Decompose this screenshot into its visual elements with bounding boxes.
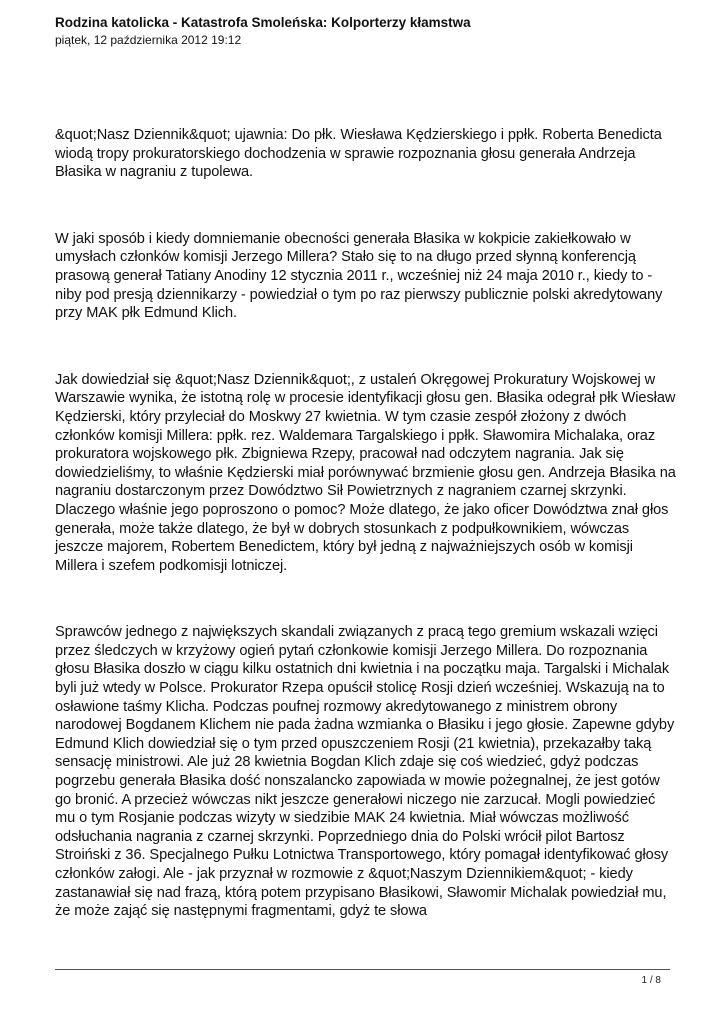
document-header: [55, 14, 675, 48]
paragraph-2: W jaki sposób i kiedy domniemanie obecności generała Błasika w kokpicie zakiełkowało w umysłach członków komisji Jerzego Millera? Stało się to na długo przed słynną konferencją prasową generał Tatiany Anodiny 12 stycznia 2011 r., wcześniej niż 24 maja 2010 r., kiedy to - niby pod presją dziennikarzy - powiedział o tym po raz pierwszy publicznie polski akredytowany przy MAK płk Edmund Klich.: [55, 230, 663, 322]
document-title: Rodzina katolicka - Katastrofa Smoleńska: Kolporterzy kłamstwa: [55, 15, 471, 30]
paragraph-3: Jak dowiedział się &quot;Nasz Dziennik&quot;, z ustaleń Okręgowej Prokuratury Wojskowej w Warszawie wynika, że istotną rolę w procesie identyfikacji głosu gen. Błasika odegrał płk Wiesław Kędzierski, który przyleciał do Moskwy 27 kwietnia. W tym czasie zespół złożony z dwóch członków komisji Millera: ppłk. rez. Waldemara Targalskiego i ppłk. Sławomira Michalaka, oraz prokuratora wojskowego płk. Zbigniewa Rzepy, pracował nad odczytem nagrania. Jak się dowiedzieliśmy, to właśnie Kędzierski miał porównywać brzmienie głosu gen. Andrzeja Błasika na nagraniu dostarczonym przez Dowództwo Sił Powietrznych z nagraniem czarnej skrzynki. Dlaczego właśnie jego poproszono o pomoc? Może dlatego, że jako oficer Dowództwa znał głos generała, może także dlatego, że był w dobrych stosunkach z podpułkownikiem, wówczas jeszcze majorem, Robertem Benedictem, który był jedną z najważniejszych osób w komisji Millera i szefem podkomisji lotniczej.: [55, 371, 676, 574]
document-date: piątek, 12 października 2012 19:12: [55, 33, 242, 47]
paragraph-1: &quot;Nasz Dziennik&quot; ujawnia: Do płk. Wiesława Kędzierskiego i ppłk. Roberta Benedicta wiodą tropy prokuratorskiego dochodzenia w sprawie rozpoznania głosu generała Andrzeja Błasika w nagraniu z tupolewa.: [55, 127, 662, 181]
article-body: [55, 126, 677, 969]
paragraph-4: Sprawców jednego z największych skandali związanych z pracą tego gremium wskazali wzięci przez śledczych w krzyżowy ogień pytań członkowie komisji Jerzego Millera. Do rozpoznania głosu Błasika doszło w ciągu kilku ostatnich dni kwietnia i na początku maja. Targalski i Michalak byli już wtedy w Polsce. Prokurator Rzepa opuścił stolicę Rosji dzień wcześniej. Wskazują na to osławione taśmy Klicha. Podczas poufnej rozmowy akredytowanego z ministrem obrony narodowej Bogdanem Klichem nie pada żadna wzmianka o Błasiku i jego głosie. Zapewne gdyby Edmund Klich dowiedział się o tym przed opuszczeniem Rosji (21 kwietnia), przekazałby taką sensację ministrowi. Ale już 28 kwietnia Bogdan Klich zdaje się coś wiedzieć, gdyż podczas pogrzebu generała Błasika dość nonszalancko zapowiada w mowie pożegnalnej, że jest gotów go bronić. A przecież wówczas nikt jeszcze generałowi niczego nie zarzucał. Mogli powiedzieć mu o tym Rosjanie podczas wizyty w siedzibie MAK 24 kwietnia. Miał wówczas możliwość odsłuchania nagrania z czarnej skrzynki. Poprzedniego dnia do Polski wrócił pilot Bartosz Stroiński z 36. Specjalnego Pułku Lotnictwa Transportowego, który pomagał identyfikować głosy członków załogi. Ale - jak przyznał w rozmowie z &quot;Naszym Dziennikiem&quot; - kiedy zastanawiał się nad frazą, którą potem przypisano Błasikowi, Sławomir Michalak powiedział mu, że może zająć się następnymi fragmentami, gdyż te słowa: [55, 624, 675, 920]
footer-divider: [55, 969, 670, 970]
page-number: 1 / 8: [641, 975, 661, 986]
